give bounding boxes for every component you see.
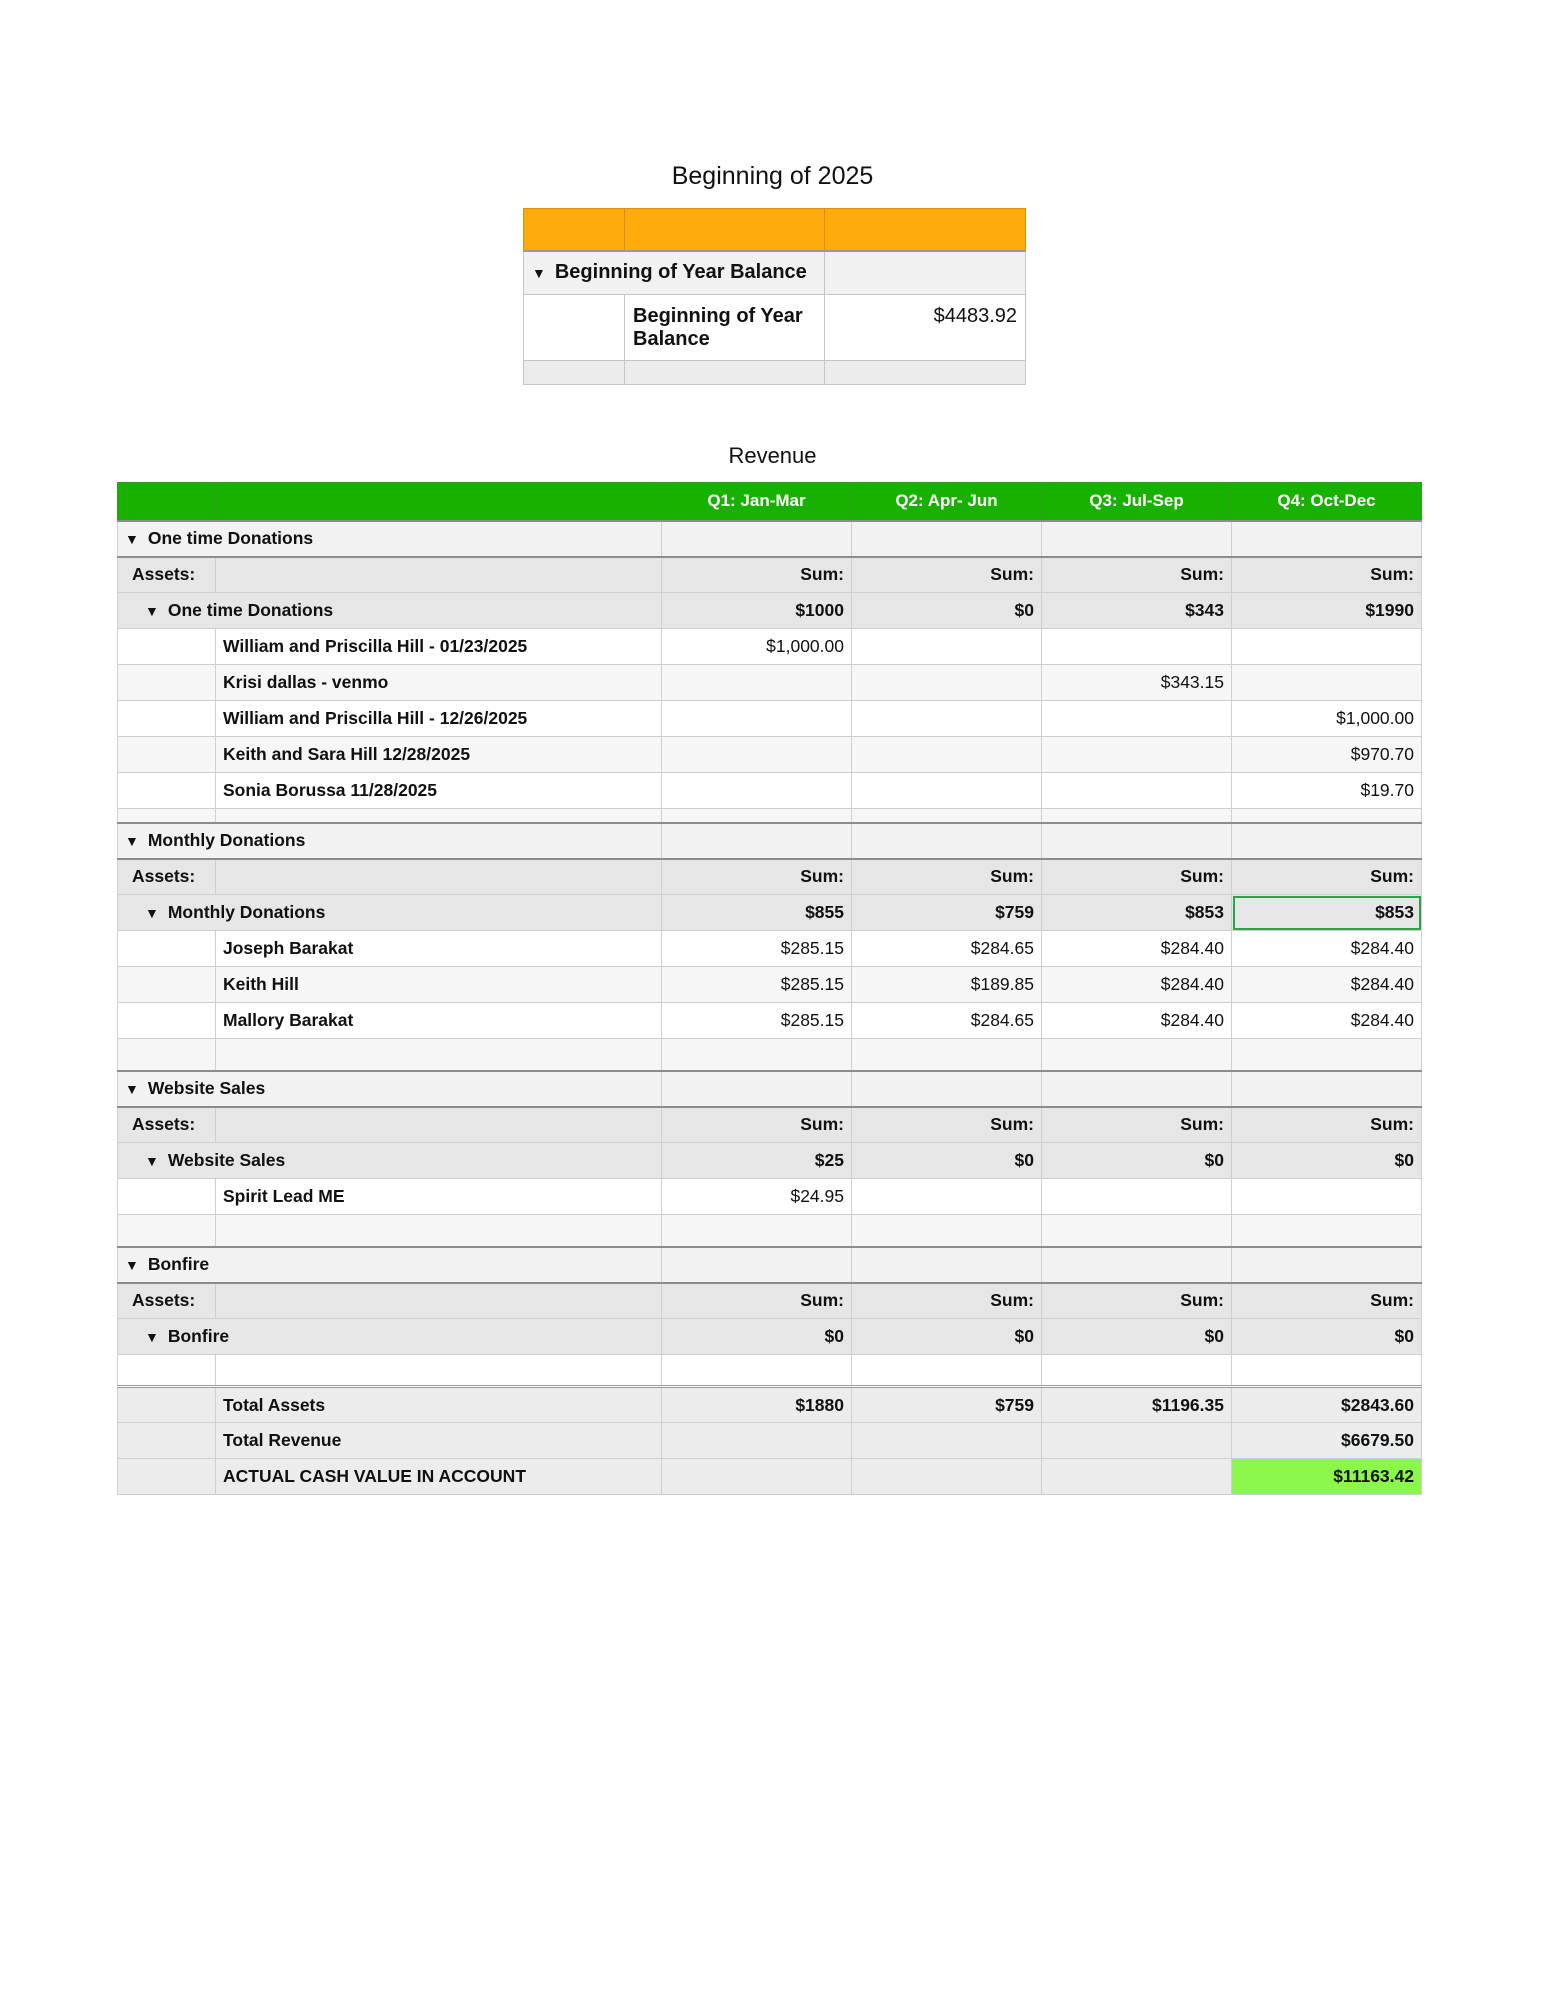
row-value[interactable]: $970.70 bbox=[1232, 737, 1422, 773]
boy-group-label[interactable] bbox=[524, 251, 825, 295]
group-cell[interactable] bbox=[1042, 1071, 1232, 1107]
assets-blank[interactable] bbox=[216, 1107, 662, 1143]
row-value[interactable] bbox=[662, 773, 852, 809]
blank-cell[interactable] bbox=[1042, 1215, 1232, 1247]
group-cell[interactable] bbox=[852, 1071, 1042, 1107]
boy-header-cell[interactable] bbox=[625, 209, 825, 251]
total-assets-label[interactable]: Total Assets bbox=[216, 1387, 662, 1423]
row-blank[interactable] bbox=[118, 773, 216, 809]
sum-label[interactable]: Sum: bbox=[1232, 859, 1422, 895]
sum-label[interactable]: Sum: bbox=[852, 1107, 1042, 1143]
group-row-website bbox=[118, 1071, 1422, 1107]
total-assets-value[interactable]: $1880 bbox=[662, 1387, 852, 1423]
subgroup-sum-row bbox=[118, 1319, 1422, 1355]
total-blank[interactable] bbox=[1042, 1423, 1232, 1459]
assets-row bbox=[118, 1107, 1422, 1143]
row-value[interactable] bbox=[852, 629, 1042, 665]
sum-value[interactable]: $0 bbox=[1232, 1143, 1422, 1179]
row-value[interactable]: $284.65 bbox=[852, 1003, 1042, 1039]
group-text: Website Sales bbox=[147, 1078, 266, 1098]
sum-label[interactable]: Sum: bbox=[1042, 557, 1232, 593]
blank-cell[interactable] bbox=[216, 1039, 662, 1071]
group-cell[interactable] bbox=[662, 823, 852, 859]
cash-value-label[interactable]: ACTUAL CASH VALUE IN ACCOUNT bbox=[216, 1459, 662, 1495]
blank-cell[interactable] bbox=[852, 1355, 1042, 1387]
row-name[interactable]: Keith Hill bbox=[216, 967, 662, 1003]
row-value[interactable]: $189.85 bbox=[852, 967, 1042, 1003]
blank-row bbox=[118, 809, 1422, 823]
blank-cell[interactable] bbox=[1042, 1039, 1232, 1071]
row-value[interactable] bbox=[662, 701, 852, 737]
blank-cell[interactable] bbox=[852, 1039, 1042, 1071]
row-value[interactable] bbox=[1042, 773, 1232, 809]
group-cell[interactable] bbox=[852, 521, 1042, 557]
row-value[interactable] bbox=[1232, 629, 1422, 665]
group-cell[interactable] bbox=[852, 1247, 1042, 1283]
group-cell[interactable] bbox=[1232, 823, 1422, 859]
sum-label[interactable]: Sum: bbox=[662, 557, 852, 593]
subgroup-label[interactable] bbox=[118, 593, 662, 629]
blank-cell[interactable] bbox=[118, 809, 216, 823]
blank-cell[interactable] bbox=[662, 1355, 852, 1387]
sum-label[interactable]: Sum: bbox=[1042, 1107, 1232, 1143]
sum-value[interactable]: $0 bbox=[1042, 1319, 1232, 1355]
sum-label[interactable]: Sum: bbox=[852, 859, 1042, 895]
assets-label[interactable]: Assets: bbox=[118, 859, 216, 895]
group-row-monthly bbox=[118, 823, 1422, 859]
boy-header-row bbox=[524, 209, 1026, 251]
boy-tail-cell[interactable] bbox=[825, 361, 1026, 385]
row-blank[interactable] bbox=[118, 629, 216, 665]
boy-row-label[interactable]: Beginning of Year Balance bbox=[625, 295, 825, 361]
subgroup-text: Website Sales bbox=[167, 1150, 286, 1170]
subgroup-text: Bonfire bbox=[167, 1326, 230, 1346]
assets-label[interactable]: Assets: bbox=[118, 1107, 216, 1143]
row-value[interactable]: $19.70 bbox=[1232, 773, 1422, 809]
sum-label[interactable]: Sum: bbox=[662, 859, 852, 895]
row-value[interactable] bbox=[1042, 1179, 1232, 1215]
blank-cell[interactable] bbox=[216, 809, 662, 823]
blank-cell[interactable] bbox=[1232, 1355, 1422, 1387]
row-name[interactable]: Mallory Barakat bbox=[216, 1003, 662, 1039]
row-value[interactable] bbox=[1042, 701, 1232, 737]
boy-row-blank[interactable] bbox=[524, 295, 625, 361]
group-row-bonfire bbox=[118, 1247, 1422, 1283]
boy-tail-row bbox=[524, 361, 1026, 385]
row-value[interactable]: $284.40 bbox=[1232, 931, 1422, 967]
table-row bbox=[118, 665, 1422, 701]
row-value[interactable]: $24.95 bbox=[662, 1179, 852, 1215]
assets-label[interactable]: Assets: bbox=[118, 1283, 216, 1319]
group-row-onetime bbox=[118, 521, 1422, 557]
boy-group-text: Beginning of Year Balance bbox=[554, 261, 807, 284]
sum-value[interactable]: $0 bbox=[852, 593, 1042, 629]
blank-cell[interactable] bbox=[852, 809, 1042, 823]
collapse-triangle-icon[interactable]: ▼ bbox=[145, 1153, 159, 1169]
total-assets-value[interactable]: $2843.60 bbox=[1232, 1387, 1422, 1423]
assets-blank[interactable] bbox=[216, 557, 662, 593]
total-revenue-label[interactable]: Total Revenue bbox=[216, 1423, 662, 1459]
boy-row-value[interactable]: $4483.92 bbox=[825, 295, 1026, 361]
row-value[interactable]: $285.15 bbox=[662, 931, 852, 967]
revenue-header-row bbox=[118, 483, 1422, 521]
group-cell[interactable] bbox=[662, 1071, 852, 1107]
revenue-title: Revenue bbox=[728, 443, 817, 468]
row-value[interactable] bbox=[1232, 1179, 1422, 1215]
row-value[interactable] bbox=[662, 665, 852, 701]
row-blank[interactable] bbox=[118, 931, 216, 967]
header-q3[interactable]: Q3: Jul-Sep bbox=[1042, 483, 1232, 521]
row-value[interactable]: $285.15 bbox=[662, 1003, 852, 1039]
blank-cell[interactable] bbox=[662, 1215, 852, 1247]
blank-row bbox=[118, 1355, 1422, 1387]
total-blank[interactable] bbox=[852, 1459, 1042, 1495]
boy-header-cell[interactable] bbox=[825, 209, 1026, 251]
row-value[interactable]: $284.40 bbox=[1042, 931, 1232, 967]
table-row bbox=[118, 773, 1422, 809]
row-value[interactable] bbox=[662, 737, 852, 773]
total-blank[interactable] bbox=[662, 1423, 852, 1459]
row-value[interactable] bbox=[852, 737, 1042, 773]
sum-value[interactable]: $0 bbox=[852, 1143, 1042, 1179]
row-value[interactable]: $284.40 bbox=[1042, 967, 1232, 1003]
total-blank[interactable] bbox=[118, 1387, 216, 1423]
boy-group-cell[interactable] bbox=[825, 251, 1026, 295]
blank-cell[interactable] bbox=[662, 1039, 852, 1071]
collapse-triangle-icon[interactable]: ▼ bbox=[145, 1329, 159, 1345]
row-value[interactable] bbox=[852, 1179, 1042, 1215]
total-assets-value[interactable]: $759 bbox=[852, 1387, 1042, 1423]
total-revenue-value[interactable]: $6679.50 bbox=[1232, 1423, 1422, 1459]
group-cell[interactable] bbox=[1232, 1247, 1422, 1283]
collapse-triangle-icon[interactable]: ▼ bbox=[125, 833, 139, 849]
blank-cell[interactable] bbox=[216, 1215, 662, 1247]
sum-value[interactable]: $0 bbox=[852, 1319, 1042, 1355]
subgroup-text: One time Donations bbox=[167, 600, 334, 620]
group-label[interactable] bbox=[118, 1247, 662, 1283]
header-q1[interactable]: Q1: Jan-Mar bbox=[662, 483, 852, 521]
blank-cell[interactable] bbox=[1232, 809, 1422, 823]
collapse-triangle-icon[interactable]: ▼ bbox=[125, 531, 139, 547]
sum-value[interactable]: $25 bbox=[662, 1143, 852, 1179]
sum-value[interactable]: $0 bbox=[662, 1319, 852, 1355]
blank-cell[interactable] bbox=[1232, 1215, 1422, 1247]
row-name[interactable]: Keith and Sara Hill 12/28/2025 bbox=[216, 737, 662, 773]
row-blank[interactable] bbox=[118, 1179, 216, 1215]
collapse-triangle-icon[interactable]: ▼ bbox=[532, 265, 546, 282]
total-blank[interactable] bbox=[662, 1459, 852, 1495]
sum-label[interactable]: Sum: bbox=[1232, 557, 1422, 593]
assets-label[interactable]: Assets: bbox=[118, 557, 216, 593]
boy-row bbox=[524, 295, 1026, 361]
blank-cell[interactable] bbox=[118, 1039, 216, 1071]
row-name[interactable]: Krisi dallas - venmo bbox=[216, 665, 662, 701]
header-blank[interactable] bbox=[216, 483, 662, 521]
sum-value[interactable]: $759 bbox=[852, 895, 1042, 931]
boy-tail-cell[interactable] bbox=[625, 361, 825, 385]
blank-row bbox=[118, 1039, 1422, 1071]
subgroup-sum-row bbox=[118, 895, 1422, 931]
cash-value[interactable]: $11163.42 bbox=[1232, 1459, 1422, 1495]
row-value[interactable] bbox=[852, 665, 1042, 701]
row-name[interactable]: Spirit Lead ME bbox=[216, 1179, 662, 1215]
blank-cell[interactable] bbox=[118, 1215, 216, 1247]
group-label[interactable] bbox=[118, 521, 662, 557]
sum-label[interactable]: Sum: bbox=[1042, 859, 1232, 895]
sum-label[interactable]: Sum: bbox=[662, 1283, 852, 1319]
sum-value[interactable]: $343 bbox=[1042, 593, 1232, 629]
row-blank[interactable] bbox=[118, 701, 216, 737]
blank-cell[interactable] bbox=[1232, 1039, 1422, 1071]
header-q4[interactable]: Q4: Oct-Dec bbox=[1232, 483, 1422, 521]
group-cell[interactable] bbox=[1042, 823, 1232, 859]
row-name[interactable]: William and Priscilla Hill - 01/23/2025 bbox=[216, 629, 662, 665]
row-value[interactable] bbox=[1232, 665, 1422, 701]
header-q2[interactable]: Q2: Apr- Jun bbox=[852, 483, 1042, 521]
group-cell[interactable] bbox=[662, 521, 852, 557]
row-value[interactable]: $285.15 bbox=[662, 967, 852, 1003]
assets-row bbox=[118, 1283, 1422, 1319]
assets-row bbox=[118, 557, 1422, 593]
table-row bbox=[118, 967, 1422, 1003]
total-blank[interactable] bbox=[118, 1423, 216, 1459]
table-row bbox=[118, 1003, 1422, 1039]
sum-value[interactable]: $0 bbox=[1042, 1143, 1232, 1179]
row-name[interactable]: William and Priscilla Hill - 12/26/2025 bbox=[216, 701, 662, 737]
sum-value[interactable]: $855 bbox=[662, 895, 852, 931]
sum-label[interactable]: Sum: bbox=[662, 1107, 852, 1143]
subgroup-label[interactable] bbox=[118, 1143, 662, 1179]
table-row bbox=[118, 737, 1422, 773]
total-blank[interactable] bbox=[852, 1423, 1042, 1459]
row-value[interactable] bbox=[1042, 737, 1232, 773]
subgroup-sum-row bbox=[118, 1143, 1422, 1179]
cash-value-row bbox=[118, 1459, 1422, 1495]
table-row bbox=[118, 931, 1422, 967]
boy-group-row bbox=[524, 251, 1026, 295]
row-value[interactable] bbox=[1042, 629, 1232, 665]
assets-blank[interactable] bbox=[216, 1283, 662, 1319]
blank-cell[interactable] bbox=[216, 1355, 662, 1387]
group-cell[interactable] bbox=[1042, 521, 1232, 557]
blank-row bbox=[118, 1215, 1422, 1247]
row-value[interactable]: $1,000.00 bbox=[1232, 701, 1422, 737]
sum-label[interactable]: Sum: bbox=[1232, 1283, 1422, 1319]
subgroup-text: Monthly Donations bbox=[167, 902, 326, 922]
group-cell[interactable] bbox=[1042, 1247, 1232, 1283]
group-cell[interactable] bbox=[662, 1247, 852, 1283]
row-name[interactable]: Joseph Barakat bbox=[216, 931, 662, 967]
blank-cell[interactable] bbox=[662, 809, 852, 823]
subgroup-sum-row bbox=[118, 593, 1422, 629]
boy-header-cell[interactable] bbox=[524, 209, 625, 251]
sum-value[interactable]: $1000 bbox=[662, 593, 852, 629]
total-assets-value[interactable]: $1196.35 bbox=[1042, 1387, 1232, 1423]
row-blank[interactable] bbox=[118, 1003, 216, 1039]
sum-label[interactable]: Sum: bbox=[852, 1283, 1042, 1319]
revenue-table bbox=[117, 482, 1422, 1495]
total-blank[interactable] bbox=[1042, 1459, 1232, 1495]
sum-value[interactable]: $1990 bbox=[1232, 593, 1422, 629]
group-label[interactable] bbox=[118, 823, 662, 859]
boy-tail-cell[interactable] bbox=[524, 361, 625, 385]
group-label[interactable] bbox=[118, 1071, 662, 1107]
total-blank[interactable] bbox=[118, 1459, 216, 1495]
row-value[interactable]: $284.40 bbox=[1232, 1003, 1422, 1039]
row-value[interactable]: $343.15 bbox=[1042, 665, 1232, 701]
table-row bbox=[118, 1179, 1422, 1215]
blank-cell[interactable] bbox=[1042, 1355, 1232, 1387]
beginning-balance-table bbox=[523, 208, 1026, 385]
beginning-title: Beginning of 2025 bbox=[671, 162, 874, 190]
subgroup-label[interactable] bbox=[118, 895, 662, 931]
collapse-triangle-icon[interactable]: ▼ bbox=[125, 1257, 139, 1273]
subgroup-label[interactable] bbox=[118, 1319, 662, 1355]
row-value[interactable] bbox=[852, 773, 1042, 809]
group-cell[interactable] bbox=[1232, 521, 1422, 557]
collapse-triangle-icon[interactable]: ▼ bbox=[145, 905, 159, 921]
selected-sum-cell[interactable]: $853 bbox=[1232, 895, 1422, 931]
sum-label[interactable]: Sum: bbox=[1232, 1107, 1422, 1143]
assets-blank[interactable] bbox=[216, 859, 662, 895]
table-row bbox=[118, 629, 1422, 665]
row-value[interactable] bbox=[852, 701, 1042, 737]
row-value[interactable]: $284.40 bbox=[1042, 1003, 1232, 1039]
row-blank[interactable] bbox=[118, 967, 216, 1003]
sum-value[interactable]: $0 bbox=[1232, 1319, 1422, 1355]
group-text: One time Donations bbox=[147, 528, 314, 548]
total-assets-row bbox=[118, 1387, 1422, 1423]
sum-label[interactable]: Sum: bbox=[1042, 1283, 1232, 1319]
collapse-triangle-icon[interactable]: ▼ bbox=[145, 603, 159, 619]
total-revenue-row bbox=[118, 1423, 1422, 1459]
blank-cell[interactable] bbox=[852, 1215, 1042, 1247]
group-text: Monthly Donations bbox=[147, 830, 306, 850]
group-cell[interactable] bbox=[1232, 1071, 1422, 1107]
row-value[interactable]: $284.40 bbox=[1232, 967, 1422, 1003]
sum-value[interactable]: $853 bbox=[1042, 895, 1232, 931]
row-blank[interactable] bbox=[118, 665, 216, 701]
row-value[interactable]: $1,000.00 bbox=[662, 629, 852, 665]
assets-row bbox=[118, 859, 1422, 895]
sum-label[interactable]: Sum: bbox=[852, 557, 1042, 593]
row-blank[interactable] bbox=[118, 737, 216, 773]
group-text: Bonfire bbox=[147, 1254, 210, 1274]
group-cell[interactable] bbox=[852, 823, 1042, 859]
blank-cell[interactable] bbox=[118, 1355, 216, 1387]
collapse-triangle-icon[interactable]: ▼ bbox=[125, 1081, 139, 1097]
header-blank[interactable] bbox=[118, 483, 216, 521]
blank-cell[interactable] bbox=[1042, 809, 1232, 823]
row-value[interactable]: $284.65 bbox=[852, 931, 1042, 967]
row-name[interactable]: Sonia Borussa 11/28/2025 bbox=[216, 773, 662, 809]
table-row bbox=[118, 701, 1422, 737]
